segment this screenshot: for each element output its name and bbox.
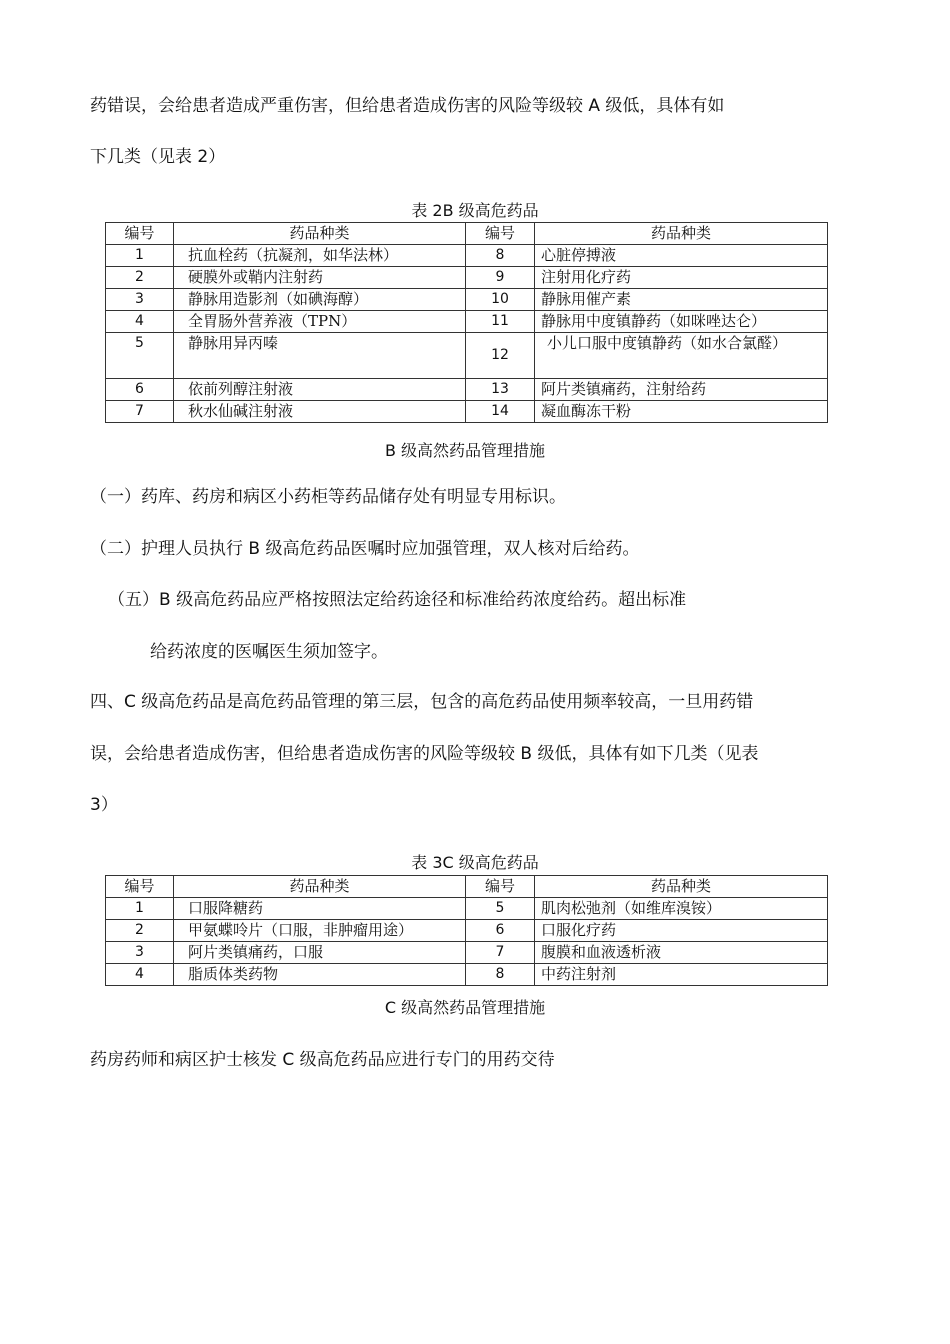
cell-drug: 心脏停搏液 — [535, 245, 828, 267]
section-c-intro-line-2: 误，会给患者造成伤害，但给患者造成伤害的风险等级较 B 级低，具体有如下几类（见表 — [90, 744, 759, 764]
header-number: 编号 — [466, 223, 535, 245]
cell-drug: 阿片类镇痛药，注射给药 — [535, 379, 828, 401]
cell-drug: 秋水仙碱注射液 — [174, 401, 466, 423]
header-drug-category: 药品种类 — [535, 223, 828, 245]
table-c-grade-drugs — [105, 875, 828, 986]
cell-drug: 全胃肠外营养液（TPN） — [174, 311, 466, 333]
cell-drug: 小儿口服中度镇静药（如水合氯醛） — [535, 333, 828, 379]
cell-number: 3 — [106, 942, 174, 964]
section-b-item-2: （二）护理人员执行 B 级高危药品医嘱时应加强管理，双人核对后给药。 — [90, 539, 640, 559]
table-row — [106, 942, 828, 964]
cell-drug: 口服化疗药 — [535, 920, 828, 942]
cell-drug: 静脉用造影剂（如碘海醇） — [174, 289, 466, 311]
table-row — [106, 311, 828, 333]
section-b-item-1: （一）药库、药房和病区小药柜等药品储存处有明显专用标识。 — [90, 487, 566, 507]
table-row — [106, 379, 828, 401]
cell-number: 14 — [466, 401, 535, 423]
section-c-item-1: 药房药师和病区护士核发 C 级高危药品应进行专门的用药交待 — [90, 1050, 555, 1070]
section-c-intro-line-3: 3） — [90, 795, 118, 815]
cell-number: 13 — [466, 379, 535, 401]
header-number: 编号 — [106, 223, 174, 245]
table-row — [106, 964, 828, 986]
table-row — [106, 267, 828, 289]
table-row — [106, 898, 828, 920]
cell-number: 6 — [106, 379, 174, 401]
cell-number: 12 — [466, 333, 535, 379]
cell-number: 8 — [466, 964, 535, 986]
cell-number: 1 — [106, 898, 174, 920]
header-drug-category: 药品种类 — [174, 223, 466, 245]
cell-number: 2 — [106, 920, 174, 942]
cell-drug: 静脉用催产素 — [535, 289, 828, 311]
cell-drug: 注射用化疗药 — [535, 267, 828, 289]
section-b-item-3-line-1: （五）B 级高危药品应严格按照法定给药途径和标准给药浓度给药。超出标准 — [108, 590, 687, 610]
cell-number: 5 — [106, 333, 174, 379]
cell-drug: 中药注射剂 — [535, 964, 828, 986]
table-row — [106, 401, 828, 423]
cell-drug: 阿片类镇痛药，口服 — [174, 942, 466, 964]
section-c-title: C 级高然药品管理措施 — [384, 998, 546, 1017]
section-b-item-3-line-2: 给药浓度的医嘱医生须加签字。 — [150, 642, 388, 662]
cell-drug: 静脉用中度镇静药（如咪唑达仑） — [535, 311, 828, 333]
cell-drug: 肌肉松弛剂（如维库溴铵） — [535, 898, 828, 920]
table3-header-row — [106, 876, 828, 898]
cell-number: 7 — [466, 942, 535, 964]
intro-line-1: 药错误，会给患者造成严重伤害，但给患者造成伤害的风险等级较 A 级低，具体有如 — [90, 96, 725, 116]
cell-drug: 静脉用异丙嗪 — [174, 333, 466, 379]
header-drug-category: 药品种类 — [174, 876, 466, 898]
header-number: 编号 — [466, 876, 535, 898]
header-number: 编号 — [106, 876, 174, 898]
cell-number: 9 — [466, 267, 535, 289]
cell-number: 10 — [466, 289, 535, 311]
header-drug-category: 药品种类 — [535, 876, 828, 898]
cell-number: 2 — [106, 267, 174, 289]
cell-drug: 脂质体类药物 — [174, 964, 466, 986]
cell-drug: 凝血酶冻干粉 — [535, 401, 828, 423]
cell-number: 4 — [106, 311, 174, 333]
cell-drug: 依前列醇注射液 — [174, 379, 466, 401]
cell-number: 3 — [106, 289, 174, 311]
cell-number: 4 — [106, 964, 174, 986]
table-row — [106, 920, 828, 942]
section-c-intro-line-1: 四、C 级高危药品是高危药品管理的第三层，包含的高危药品使用频率较高，一旦用药错 — [90, 692, 754, 712]
cell-drug: 甲氨蝶呤片（口服，非肿瘤用途） — [174, 920, 466, 942]
cell-drug: 抗血栓药（抗凝剂，如华法林） — [174, 245, 466, 267]
section-b-title: B 级高然药品管理措施 — [384, 441, 546, 460]
cell-drug: 腹膜和血液透析液 — [535, 942, 828, 964]
cell-number: 8 — [466, 245, 535, 267]
intro-line-2: 下几类（见表 2） — [90, 147, 226, 167]
table-row — [106, 245, 828, 267]
cell-number: 7 — [106, 401, 174, 423]
table-row — [106, 333, 828, 379]
cell-drug: 口服降糖药 — [174, 898, 466, 920]
table-b-grade-drugs — [105, 222, 828, 423]
cell-drug: 硬膜外或鞘内注射药 — [174, 267, 466, 289]
cell-number: 6 — [466, 920, 535, 942]
table3-caption: 表 3C 级高危药品 — [411, 853, 539, 872]
table2-caption: 表 2B 级高危药品 — [411, 201, 539, 220]
cell-number: 1 — [106, 245, 174, 267]
cell-number: 11 — [466, 311, 535, 333]
table-row — [106, 289, 828, 311]
table2-header-row — [106, 223, 828, 245]
cell-number: 5 — [466, 898, 535, 920]
